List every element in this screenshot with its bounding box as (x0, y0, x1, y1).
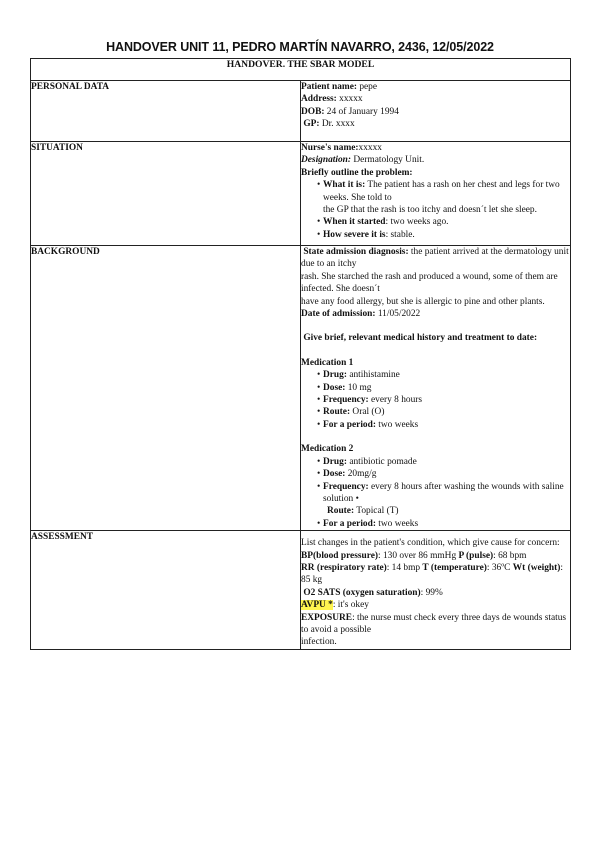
diagnosis-line (301, 246, 570, 271)
med1-dose-value: 10 mg (345, 382, 372, 393)
med1-route (301, 406, 570, 418)
med2-period-label: For a period: (323, 518, 376, 529)
nurse-line (301, 142, 570, 154)
med1-frequency (301, 394, 570, 406)
patient-name-value: pepe (356, 82, 378, 92)
when-started-item (301, 216, 570, 228)
sbar-table (30, 58, 571, 650)
table-header: HANDOVER. THE SBAR MODEL (31, 59, 571, 81)
situation-label: SITUATION (31, 142, 301, 246)
admission-line (301, 308, 570, 320)
medication-1-title: Medication 1 (301, 357, 354, 368)
avpu-label: AVPU * (301, 600, 333, 611)
bp-pulse-line (301, 550, 570, 562)
med1-route-label: Route: (323, 407, 351, 418)
patient-name-label: Patient name: (301, 82, 357, 92)
personal-data-content (301, 81, 571, 142)
med2-period (301, 518, 570, 530)
exposure-value: : the nurse must check every three days de wounds status to avoid a possible (301, 612, 567, 635)
med2-freq-value: every 8 hours after washing the wounds with saline solution (323, 481, 564, 504)
med2-drug-label: Drug: (323, 456, 347, 467)
background-label: BACKGROUND (31, 246, 301, 531)
avpu-line (301, 599, 570, 611)
history-label-text: Give brief, relevant medical history and treatment to date: (303, 333, 538, 344)
med1-route-value: Oral (O) (350, 407, 385, 418)
gp-value: Dr. xxxx (319, 119, 355, 130)
designation-value: Dermatology Unit. (351, 155, 425, 166)
designation-line (301, 154, 570, 166)
when-label: When it started (323, 217, 386, 228)
assessment-intro: List changes in the patient's condition, which give cause for concern: (301, 538, 560, 549)
med2-drug-value: antibiotic pomade (346, 456, 417, 467)
wt-label: Wt (weight) (512, 562, 561, 573)
rr-temp-wt-line (301, 562, 570, 587)
bp-label: BP(blood pressure) (301, 550, 379, 561)
severe-value: : stable. (385, 229, 415, 240)
temp-value: : 36ºC (486, 562, 511, 573)
what-value: The patient has a rash on her chest and legs for two weeks. She told to (323, 180, 560, 203)
gp-line (301, 118, 570, 130)
background-row (31, 246, 571, 531)
what-label: What it is: (323, 180, 366, 191)
med1-freq-value: every 8 hours (368, 395, 423, 406)
med2-drug (301, 456, 570, 468)
med1-drug-label: Drug: (323, 370, 347, 381)
nurse-value: xxxxx (358, 143, 382, 153)
assessment-row (31, 531, 571, 650)
dob-line (301, 106, 570, 118)
med1-period (301, 419, 570, 431)
med2-route (301, 505, 570, 517)
med2-dose-value: 20mg/g (345, 469, 377, 480)
med1-dose-label: Dose: (323, 382, 346, 393)
pulse-label: P (pulse) (458, 550, 494, 561)
gp-label: GP: (303, 119, 320, 130)
how-severe-item (301, 229, 570, 241)
assessment-content (301, 531, 571, 650)
admission-label: Date of admission: (301, 309, 376, 320)
med2-period-value: two weeks (375, 518, 419, 529)
med1-dose (301, 382, 570, 394)
dob-label: DOB: (301, 106, 325, 117)
med2-dose (301, 468, 570, 480)
med2-route-label: Route: (327, 506, 355, 517)
table-header-row (31, 59, 571, 81)
situation-content (301, 142, 571, 246)
diagnosis-value: the patient arrived at the dermatology unit due to an itchy (301, 247, 569, 270)
exposure-line-2: infection. (301, 637, 337, 648)
med2-route-value: Topical (T) (354, 506, 399, 517)
what-it-is-item (301, 179, 570, 204)
med1-period-value: two weeks (375, 419, 419, 430)
address-label: Address: (301, 94, 337, 105)
rr-label: RR (respiratory rate) (301, 562, 387, 573)
severe-label: How severe it is (323, 229, 386, 240)
page-title: HANDOVER UNIT 11, PEDRO MARTÍN NAVARRO, 2436, 12/05/2022 (106, 40, 494, 54)
exposure-label: EXPOSURE (301, 612, 353, 623)
med1-drug (301, 369, 570, 381)
personal-data-label: PERSONAL DATA (31, 81, 301, 142)
med1-period-label: For a period: (323, 419, 376, 430)
patient-name-line (301, 81, 570, 93)
o2-line (301, 587, 570, 599)
admission-value: 11/05/2022 (375, 309, 421, 320)
history-label (301, 332, 570, 344)
medication-2-title: Medication 2 (301, 444, 354, 455)
avpu-value: : it's okey (332, 600, 369, 611)
temp-label: T (temperature) (422, 562, 487, 573)
outline-label: Briefly outline the problem: (301, 167, 413, 178)
rr-value: : 14 bmp (386, 562, 421, 573)
what-it-is-continued: the GP that the rash is too itchy and doesn´t let she sleep. (323, 205, 537, 216)
o2-label: O2 SATS (oxygen saturation) (303, 587, 421, 598)
assessment-label: ASSESSMENT (31, 531, 301, 650)
address-value: xxxxx (336, 94, 363, 105)
background-content (301, 246, 571, 531)
exposure-line (301, 612, 570, 637)
situation-row (31, 142, 571, 246)
med2-frequency: • Frequency: every 8 hours after washing the wounds with saline solution • (301, 481, 570, 506)
diagnosis-label: State admission diagnosis: (303, 247, 409, 257)
address-line (301, 93, 570, 105)
dob-value: 24 of January 1994 (324, 106, 399, 117)
diagnosis-line-2: rash. She starched the rash and produced a wound, some of them are infected. She doesn´t (301, 271, 558, 295)
pulse-value: : 68 bpm (493, 550, 527, 561)
designation-label: Designation: (301, 155, 352, 166)
when-value: : two weeks ago. (385, 217, 449, 228)
o2-value: : 99% (420, 587, 443, 598)
bp-value: : 130 over 86 mmHg (378, 550, 457, 561)
med1-freq-label: Frequency: (323, 395, 369, 406)
personal-data-row (31, 81, 571, 142)
med2-dose-label: Dose: (323, 469, 346, 480)
wt-value: : 85 kg (301, 562, 563, 586)
nurse-label: Nurse's name: (301, 143, 359, 153)
med1-drug-value: antihistamine (346, 370, 400, 381)
med2-freq-label: Frequency: (323, 481, 369, 492)
diagnosis-line-3: have any food allergy, but she is allergic to pine and other plants. (301, 296, 545, 307)
